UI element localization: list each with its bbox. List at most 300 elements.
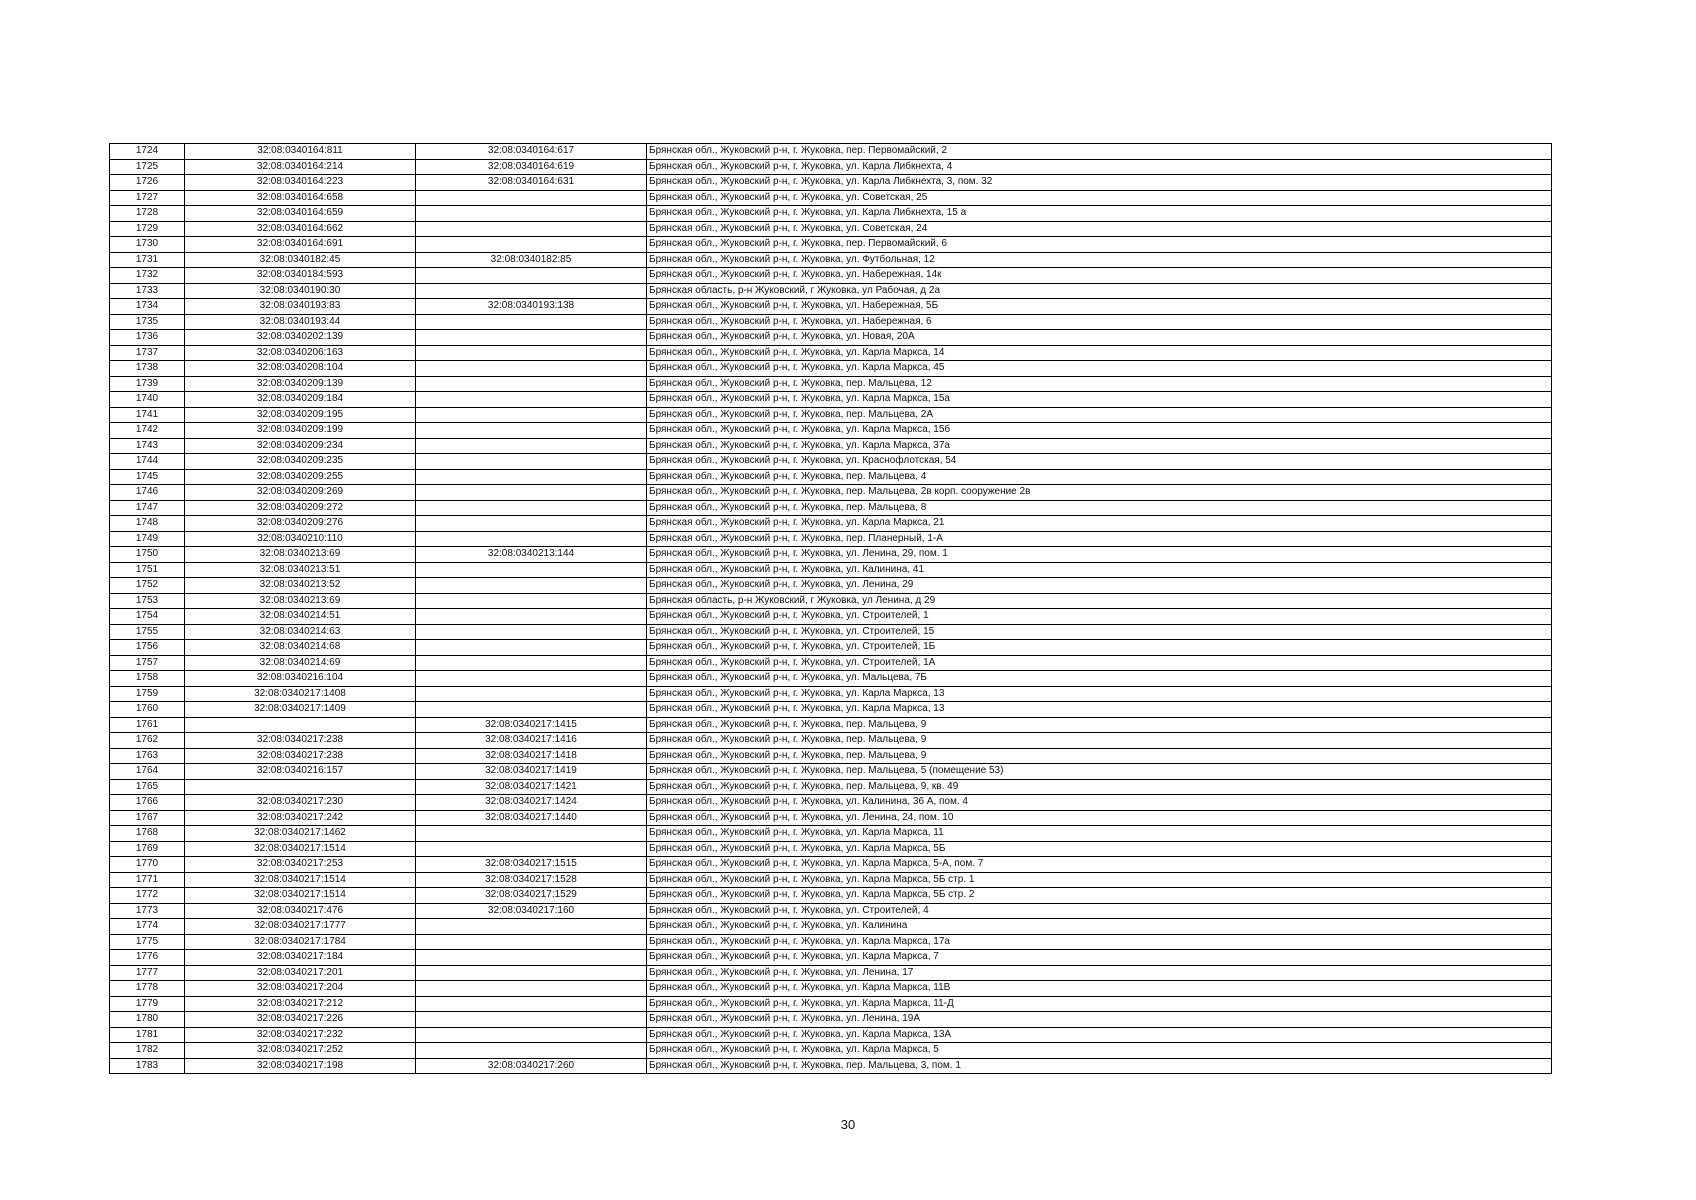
address-cell: Брянская обл., Жуковский р-н, г. Жуковка, пер. Мальцева, 5 (помещение 53) bbox=[647, 764, 1552, 780]
table-row bbox=[110, 485, 1552, 501]
row-number-cell: 1753 bbox=[110, 593, 185, 609]
related-cadastral-number-cell: 32:08:0340217:160 bbox=[416, 903, 647, 919]
cadastral-number-cell: 32:08:0340213:51 bbox=[185, 562, 416, 578]
row-number-cell: 1778 bbox=[110, 981, 185, 997]
cadastral-number-cell bbox=[185, 717, 416, 733]
address-cell: Брянская обл., Жуковский р-н, г. Жуковка, ул. Карла Либкнехта, 4 bbox=[647, 159, 1552, 175]
cadastral-number-cell: 32:08:0340184:593 bbox=[185, 268, 416, 284]
address-cell: Брянская обл., Жуковский р-н, г. Жуковка, ул. Карла Маркса, 11В bbox=[647, 981, 1552, 997]
cadastral-number-cell: 32:08:0340164:214 bbox=[185, 159, 416, 175]
row-number-cell: 1767 bbox=[110, 810, 185, 826]
address-cell: Брянская обл., Жуковский р-н, г. Жуковка, ул. Карла Маркса, 13 bbox=[647, 702, 1552, 718]
row-number-cell: 1730 bbox=[110, 237, 185, 253]
row-number-cell: 1735 bbox=[110, 314, 185, 330]
address-cell: Брянская обл., Жуковский р-н, г. Жуковка, ул. Набережная, 6 bbox=[647, 314, 1552, 330]
related-cadastral-number-cell bbox=[416, 485, 647, 501]
row-number-cell: 1732 bbox=[110, 268, 185, 284]
row-number-cell: 1760 bbox=[110, 702, 185, 718]
row-number-cell: 1774 bbox=[110, 919, 185, 935]
address-cell: Брянская обл., Жуковский р-н, г. Жуковка, ул. Строителей, 1 bbox=[647, 609, 1552, 625]
address-cell: Брянская обл., Жуковский р-н, г. Жуковка, пер. Мальцева, 2А bbox=[647, 407, 1552, 423]
cadastral-number-cell: 32:08:0340206:163 bbox=[185, 345, 416, 361]
row-number-cell: 1726 bbox=[110, 175, 185, 191]
table-row bbox=[110, 686, 1552, 702]
related-cadastral-number-cell bbox=[416, 609, 647, 625]
related-cadastral-number-cell: 32:08:0340193:138 bbox=[416, 299, 647, 315]
address-cell: Брянская обл., Жуковский р-н, г. Жуковка, ул. Карла Маркса, 5Б стр. 1 bbox=[647, 872, 1552, 888]
table-row bbox=[110, 252, 1552, 268]
row-number-cell: 1736 bbox=[110, 330, 185, 346]
table-row bbox=[110, 996, 1552, 1012]
related-cadastral-number-cell bbox=[416, 1027, 647, 1043]
row-number-cell: 1727 bbox=[110, 190, 185, 206]
row-number-cell: 1777 bbox=[110, 965, 185, 981]
related-cadastral-number-cell bbox=[416, 237, 647, 253]
table-row bbox=[110, 826, 1552, 842]
address-cell: Брянская обл., Жуковский р-н, г. Жуковка, ул. Карла Либкнехта, 3, пом. 32 bbox=[647, 175, 1552, 191]
cadastral-number-cell: 32:08:0340164:223 bbox=[185, 175, 416, 191]
related-cadastral-number-cell: 32:08:0340217:1415 bbox=[416, 717, 647, 733]
address-cell: Брянская обл., Жуковский р-н, г. Жуковка, ул. Строителей, 15 bbox=[647, 624, 1552, 640]
cadastral-number-cell: 32:08:0340217:242 bbox=[185, 810, 416, 826]
related-cadastral-number-cell bbox=[416, 624, 647, 640]
related-cadastral-number-cell bbox=[416, 361, 647, 377]
table-row bbox=[110, 330, 1552, 346]
table-row bbox=[110, 1043, 1552, 1059]
address-cell: Брянская обл., Жуковский р-н, г. Жуковка, ул. Карла Маркса, 7 bbox=[647, 950, 1552, 966]
table-row bbox=[110, 547, 1552, 563]
cadastral-number-cell: 32:08:0340164:659 bbox=[185, 206, 416, 222]
row-number-cell: 1750 bbox=[110, 547, 185, 563]
table-row bbox=[110, 454, 1552, 470]
cadastral-number-cell: 32:08:0340214:68 bbox=[185, 640, 416, 656]
table-row bbox=[110, 407, 1552, 423]
address-cell: Брянская обл., Жуковский р-н, г. Жуковка, ул. Краснофлотская, 54 bbox=[647, 454, 1552, 470]
row-number-cell: 1764 bbox=[110, 764, 185, 780]
row-number-cell: 1773 bbox=[110, 903, 185, 919]
cadastral-number-cell: 32:08:0340209:139 bbox=[185, 376, 416, 392]
address-cell: Брянская обл., Жуковский р-н, г. Жуковка, ул. Ленина, 24, пом. 10 bbox=[647, 810, 1552, 826]
registry-table-body bbox=[110, 144, 1552, 1074]
cadastral-number-cell: 32:08:0340213:69 bbox=[185, 547, 416, 563]
address-cell: Брянская обл., Жуковский р-н, г. Жуковка, ул. Карла Маркса, 13 bbox=[647, 686, 1552, 702]
cadastral-number-cell: 32:08:0340217:1784 bbox=[185, 934, 416, 950]
address-cell: Брянская обл., Жуковский р-н, г. Жуковка, ул. Карла Маркса, 11-Д bbox=[647, 996, 1552, 1012]
row-number-cell: 1749 bbox=[110, 531, 185, 547]
row-number-cell: 1759 bbox=[110, 686, 185, 702]
address-cell: Брянская обл., Жуковский р-н, г. Жуковка, пер. Мальцева, 12 bbox=[647, 376, 1552, 392]
table-row bbox=[110, 144, 1552, 160]
row-number-cell: 1762 bbox=[110, 733, 185, 749]
related-cadastral-number-cell bbox=[416, 268, 647, 284]
related-cadastral-number-cell bbox=[416, 206, 647, 222]
related-cadastral-number-cell: 32:08:0340217:1515 bbox=[416, 857, 647, 873]
row-number-cell: 1741 bbox=[110, 407, 185, 423]
related-cadastral-number-cell bbox=[416, 438, 647, 454]
row-number-cell: 1758 bbox=[110, 671, 185, 687]
row-number-cell: 1771 bbox=[110, 872, 185, 888]
table-row bbox=[110, 950, 1552, 966]
cadastral-number-cell: 32:08:0340209:184 bbox=[185, 392, 416, 408]
address-cell: Брянская обл., Жуковский р-н, г. Жуковка, ул. Ленина, 29, пом. 1 bbox=[647, 547, 1552, 563]
related-cadastral-number-cell bbox=[416, 671, 647, 687]
table-row bbox=[110, 640, 1552, 656]
address-cell: Брянская обл., Жуковский р-н, г. Жуковка, ул. Строителей, 1А bbox=[647, 655, 1552, 671]
table-row bbox=[110, 593, 1552, 609]
related-cadastral-number-cell: 32:08:0340217:1419 bbox=[416, 764, 647, 780]
address-cell: Брянская обл., Жуковский р-н, г. Жуковка, ул. Ленина, 19А bbox=[647, 1012, 1552, 1028]
table-row bbox=[110, 299, 1552, 315]
address-cell: Брянская обл., Жуковский р-н, г. Жуковка, ул. Калинина, 41 bbox=[647, 562, 1552, 578]
registry-table bbox=[109, 143, 1552, 1074]
page-number: 30 bbox=[840, 1117, 856, 1132]
related-cadastral-number-cell bbox=[416, 965, 647, 981]
related-cadastral-number-cell: 32:08:0340213:144 bbox=[416, 547, 647, 563]
cadastral-number-cell: 32:08:0340209:235 bbox=[185, 454, 416, 470]
cadastral-number-cell: 32:08:0340217:238 bbox=[185, 748, 416, 764]
cadastral-number-cell: 32:08:0340209:276 bbox=[185, 516, 416, 532]
table-row bbox=[110, 981, 1552, 997]
related-cadastral-number-cell bbox=[416, 686, 647, 702]
address-cell: Брянская обл., Жуковский р-н, г. Жуковка, ул. Мальцева, 7Б bbox=[647, 671, 1552, 687]
table-row bbox=[110, 857, 1552, 873]
related-cadastral-number-cell bbox=[416, 919, 647, 935]
table-row bbox=[110, 671, 1552, 687]
table-row bbox=[110, 175, 1552, 191]
row-number-cell: 1765 bbox=[110, 779, 185, 795]
related-cadastral-number-cell bbox=[416, 469, 647, 485]
table-row bbox=[110, 376, 1552, 392]
related-cadastral-number-cell bbox=[416, 950, 647, 966]
cadastral-number-cell: 32:08:0340217:232 bbox=[185, 1027, 416, 1043]
table-row bbox=[110, 609, 1552, 625]
table-row bbox=[110, 438, 1552, 454]
address-cell: Брянская область, р-н Жуковский, г Жуковка, ул Ленина, д 29 bbox=[647, 593, 1552, 609]
row-number-cell: 1772 bbox=[110, 888, 185, 904]
address-cell: Брянская обл., Жуковский р-н, г. Жуковка, ул. Карла Маркса, 5 bbox=[647, 1043, 1552, 1059]
table-row bbox=[110, 531, 1552, 547]
table-row bbox=[110, 888, 1552, 904]
address-cell: Брянская обл., Жуковский р-н, г. Жуковка, пер. Мальцева, 9, кв. 49 bbox=[647, 779, 1552, 795]
row-number-cell: 1742 bbox=[110, 423, 185, 439]
row-number-cell: 1738 bbox=[110, 361, 185, 377]
row-number-cell: 1781 bbox=[110, 1027, 185, 1043]
table-row bbox=[110, 903, 1552, 919]
address-cell: Брянская обл., Жуковский р-н, г. Жуковка, пер. Планерный, 1-А bbox=[647, 531, 1552, 547]
row-number-cell: 1763 bbox=[110, 748, 185, 764]
related-cadastral-number-cell bbox=[416, 934, 647, 950]
related-cadastral-number-cell bbox=[416, 531, 647, 547]
cadastral-number-cell bbox=[185, 779, 416, 795]
cadastral-number-cell: 32:08:0340214:51 bbox=[185, 609, 416, 625]
row-number-cell: 1761 bbox=[110, 717, 185, 733]
address-cell: Брянская обл., Жуковский р-н, г. Жуковка, ул. Советская, 24 bbox=[647, 221, 1552, 237]
related-cadastral-number-cell bbox=[416, 190, 647, 206]
table-row bbox=[110, 764, 1552, 780]
address-cell: Брянская обл., Жуковский р-н, г. Жуковка, ул. Карла Маркса, 17а bbox=[647, 934, 1552, 950]
table-row bbox=[110, 392, 1552, 408]
row-number-cell: 1775 bbox=[110, 934, 185, 950]
table-row bbox=[110, 919, 1552, 935]
address-cell: Брянская обл., Жуковский р-н, г. Жуковка, ул. Карла Маркса, 15б bbox=[647, 423, 1552, 439]
row-number-cell: 1739 bbox=[110, 376, 185, 392]
table-row bbox=[110, 361, 1552, 377]
address-cell: Брянская обл., Жуковский р-н, г. Жуковка, ул. Калинина, 36 А, пом. 4 bbox=[647, 795, 1552, 811]
row-number-cell: 1737 bbox=[110, 345, 185, 361]
address-cell: Брянская обл., Жуковский р-н, г. Жуковка, ул. Карла Маркса, 5-А, пом. 7 bbox=[647, 857, 1552, 873]
row-number-cell: 1744 bbox=[110, 454, 185, 470]
cadastral-number-cell: 32:08:0340217:238 bbox=[185, 733, 416, 749]
row-number-cell: 1776 bbox=[110, 950, 185, 966]
cadastral-number-cell: 32:08:0340217:1514 bbox=[185, 872, 416, 888]
cadastral-number-cell: 32:08:0340216:104 bbox=[185, 671, 416, 687]
cadastral-number-cell: 32:08:0340217:1462 bbox=[185, 826, 416, 842]
row-number-cell: 1757 bbox=[110, 655, 185, 671]
table-row bbox=[110, 314, 1552, 330]
table-row bbox=[110, 702, 1552, 718]
related-cadastral-number-cell: 32:08:0340217:1421 bbox=[416, 779, 647, 795]
address-cell: Брянская обл., Жуковский р-н, г. Жуковка, ул. Карла Либкнехта, 15 а bbox=[647, 206, 1552, 222]
address-cell: Брянская обл., Жуковский р-н, г. Жуковка, ул. Карла Маркса, 14 bbox=[647, 345, 1552, 361]
address-cell: Брянская обл., Жуковский р-н, г. Жуковка, ул. Калинина bbox=[647, 919, 1552, 935]
related-cadastral-number-cell bbox=[416, 314, 647, 330]
address-cell: Брянская обл., Жуковский р-н, г. Жуковка, пер. Первомайский, 6 bbox=[647, 237, 1552, 253]
row-number-cell: 1728 bbox=[110, 206, 185, 222]
table-row bbox=[110, 221, 1552, 237]
cadastral-number-cell: 32:08:0340214:63 bbox=[185, 624, 416, 640]
table-row bbox=[110, 810, 1552, 826]
table-row bbox=[110, 578, 1552, 594]
cadastral-number-cell: 32:08:0340182:45 bbox=[185, 252, 416, 268]
row-number-cell: 1769 bbox=[110, 841, 185, 857]
related-cadastral-number-cell bbox=[416, 454, 647, 470]
related-cadastral-number-cell: 32:08:0340217:1528 bbox=[416, 872, 647, 888]
table-row bbox=[110, 469, 1552, 485]
row-number-cell: 1733 bbox=[110, 283, 185, 299]
table-row bbox=[110, 872, 1552, 888]
cadastral-number-cell: 32:08:0340217:212 bbox=[185, 996, 416, 1012]
row-number-cell: 1768 bbox=[110, 826, 185, 842]
row-number-cell: 1734 bbox=[110, 299, 185, 315]
related-cadastral-number-cell: 32:08:0340164:617 bbox=[416, 144, 647, 160]
cadastral-number-cell: 32:08:0340209:234 bbox=[185, 438, 416, 454]
cadastral-number-cell: 32:08:0340208:104 bbox=[185, 361, 416, 377]
related-cadastral-number-cell bbox=[416, 981, 647, 997]
table-row bbox=[110, 748, 1552, 764]
row-number-cell: 1752 bbox=[110, 578, 185, 594]
address-cell: Брянская обл., Жуковский р-н, г. Жуковка, пер. Мальцева, 3, пом. 1 bbox=[647, 1058, 1552, 1074]
table-row bbox=[110, 423, 1552, 439]
cadastral-number-cell: 32:08:0340164:658 bbox=[185, 190, 416, 206]
cadastral-number-cell: 32:08:0340217:198 bbox=[185, 1058, 416, 1074]
related-cadastral-number-cell: 32:08:0340217:1418 bbox=[416, 748, 647, 764]
table-row bbox=[110, 841, 1552, 857]
address-cell: Брянская обл., Жуковский р-н, г. Жуковка, ул. Набережная, 14к bbox=[647, 268, 1552, 284]
row-number-cell: 1754 bbox=[110, 609, 185, 625]
address-cell: Брянская обл., Жуковский р-н, г. Жуковка, ул. Строителей, 1Б bbox=[647, 640, 1552, 656]
address-cell: Брянская обл., Жуковский р-н, г. Жуковка, ул. Ленина, 29 bbox=[647, 578, 1552, 594]
related-cadastral-number-cell: 32:08:0340217:260 bbox=[416, 1058, 647, 1074]
cadastral-number-cell: 32:08:0340217:252 bbox=[185, 1043, 416, 1059]
address-cell: Брянская обл., Жуковский р-н, г. Жуковка, пер. Мальцева, 8 bbox=[647, 500, 1552, 516]
related-cadastral-number-cell bbox=[416, 562, 647, 578]
related-cadastral-number-cell bbox=[416, 826, 647, 842]
cadastral-number-cell: 32:08:0340213:52 bbox=[185, 578, 416, 594]
related-cadastral-number-cell: 32:08:0340217:1529 bbox=[416, 888, 647, 904]
cadastral-number-cell: 32:08:0340214:69 bbox=[185, 655, 416, 671]
cadastral-number-cell: 32:08:0340217:1514 bbox=[185, 888, 416, 904]
related-cadastral-number-cell bbox=[416, 655, 647, 671]
row-number-cell: 1770 bbox=[110, 857, 185, 873]
cadastral-number-cell: 32:08:0340210:110 bbox=[185, 531, 416, 547]
row-number-cell: 1724 bbox=[110, 144, 185, 160]
row-number-cell: 1743 bbox=[110, 438, 185, 454]
address-cell: Брянская обл., Жуковский р-н, г. Жуковка, ул. Строителей, 4 bbox=[647, 903, 1552, 919]
cadastral-number-cell: 32:08:0340217:253 bbox=[185, 857, 416, 873]
table-row bbox=[110, 190, 1552, 206]
cadastral-number-cell: 32:08:0340209:195 bbox=[185, 407, 416, 423]
table-row bbox=[110, 934, 1552, 950]
address-cell: Брянская обл., Жуковский р-н, г. Жуковка, ул. Карла Маркса, 45 bbox=[647, 361, 1552, 377]
cadastral-number-cell: 32:08:0340217:1777 bbox=[185, 919, 416, 935]
row-number-cell: 1747 bbox=[110, 500, 185, 516]
table-row bbox=[110, 562, 1552, 578]
address-cell: Брянская обл., Жуковский р-н, г. Жуковка, пер. Мальцева, 9 bbox=[647, 733, 1552, 749]
address-cell: Брянская обл., Жуковский р-н, г. Жуковка, ул. Карла Маркса, 5Б стр. 2 bbox=[647, 888, 1552, 904]
related-cadastral-number-cell: 32:08:0340217:1440 bbox=[416, 810, 647, 826]
related-cadastral-number-cell bbox=[416, 1012, 647, 1028]
table-row bbox=[110, 655, 1552, 671]
cadastral-number-cell: 32:08:0340217:201 bbox=[185, 965, 416, 981]
address-cell: Брянская обл., Жуковский р-н, г. Жуковка, ул. Советская, 25 bbox=[647, 190, 1552, 206]
row-number-cell: 1729 bbox=[110, 221, 185, 237]
cadastral-number-cell: 32:08:0340202:139 bbox=[185, 330, 416, 346]
table-row bbox=[110, 516, 1552, 532]
cadastral-number-cell: 32:08:0340217:476 bbox=[185, 903, 416, 919]
cadastral-number-cell: 32:08:0340217:226 bbox=[185, 1012, 416, 1028]
table-row bbox=[110, 795, 1552, 811]
cadastral-number-cell: 32:08:0340216:157 bbox=[185, 764, 416, 780]
row-number-cell: 1780 bbox=[110, 1012, 185, 1028]
cadastral-number-cell: 32:08:0340164:811 bbox=[185, 144, 416, 160]
row-number-cell: 1746 bbox=[110, 485, 185, 501]
cadastral-number-cell: 32:08:0340164:662 bbox=[185, 221, 416, 237]
address-cell: Брянская обл., Жуковский р-н, г. Жуковка, ул. Карла Маркса, 11 bbox=[647, 826, 1552, 842]
related-cadastral-number-cell bbox=[416, 1043, 647, 1059]
table-row bbox=[110, 1012, 1552, 1028]
cadastral-number-cell: 32:08:0340213:69 bbox=[185, 593, 416, 609]
cadastral-number-cell: 32:08:0340217:1514 bbox=[185, 841, 416, 857]
table-row bbox=[110, 965, 1552, 981]
cadastral-number-cell: 32:08:0340209:272 bbox=[185, 500, 416, 516]
table-row bbox=[110, 345, 1552, 361]
cadastral-number-cell: 32:08:0340217:1408 bbox=[185, 686, 416, 702]
address-cell: Брянская обл., Жуковский р-н, г. Жуковка, ул. Набережная, 5Б bbox=[647, 299, 1552, 315]
address-cell: Брянская обл., Жуковский р-н, г. Жуковка, ул. Карла Маркса, 37а bbox=[647, 438, 1552, 454]
table-row bbox=[110, 717, 1552, 733]
table-row bbox=[110, 237, 1552, 253]
cadastral-number-cell: 32:08:0340209:199 bbox=[185, 423, 416, 439]
cadastral-number-cell: 32:08:0340164:691 bbox=[185, 237, 416, 253]
related-cadastral-number-cell: 32:08:0340164:619 bbox=[416, 159, 647, 175]
row-number-cell: 1783 bbox=[110, 1058, 185, 1074]
related-cadastral-number-cell bbox=[416, 593, 647, 609]
related-cadastral-number-cell bbox=[416, 996, 647, 1012]
table-row bbox=[110, 624, 1552, 640]
related-cadastral-number-cell bbox=[416, 423, 647, 439]
address-cell: Брянская обл., Жуковский р-н, г. Жуковка, ул. Карла Маркса, 15а bbox=[647, 392, 1552, 408]
row-number-cell: 1731 bbox=[110, 252, 185, 268]
row-number-cell: 1779 bbox=[110, 996, 185, 1012]
cadastral-number-cell: 32:08:0340217:204 bbox=[185, 981, 416, 997]
table-row bbox=[110, 268, 1552, 284]
address-cell: Брянская обл., Жуковский р-н, г. Жуковка, пер. Мальцева, 9 bbox=[647, 717, 1552, 733]
related-cadastral-number-cell bbox=[416, 500, 647, 516]
table-row bbox=[110, 159, 1552, 175]
related-cadastral-number-cell bbox=[416, 345, 647, 361]
related-cadastral-number-cell bbox=[416, 516, 647, 532]
cadastral-number-cell: 32:08:0340193:83 bbox=[185, 299, 416, 315]
related-cadastral-number-cell bbox=[416, 283, 647, 299]
address-cell: Брянская обл., Жуковский р-н, г. Жуковка, пер. Мальцева, 2в корп. сооружение 2в bbox=[647, 485, 1552, 501]
row-number-cell: 1745 bbox=[110, 469, 185, 485]
related-cadastral-number-cell bbox=[416, 330, 647, 346]
related-cadastral-number-cell bbox=[416, 407, 647, 423]
row-number-cell: 1755 bbox=[110, 624, 185, 640]
table-row bbox=[110, 733, 1552, 749]
row-number-cell: 1751 bbox=[110, 562, 185, 578]
row-number-cell: 1740 bbox=[110, 392, 185, 408]
related-cadastral-number-cell: 32:08:0340217:1416 bbox=[416, 733, 647, 749]
address-cell: Брянская обл., Жуковский р-н, г. Жуковка, ул. Карла Маркса, 21 bbox=[647, 516, 1552, 532]
row-number-cell: 1756 bbox=[110, 640, 185, 656]
related-cadastral-number-cell: 32:08:0340182:85 bbox=[416, 252, 647, 268]
address-cell: Брянская обл., Жуковский р-н, г. Жуковка, ул. Новая, 20А bbox=[647, 330, 1552, 346]
address-cell: Брянская обл., Жуковский р-н, г. Жуковка, пер. Первомайский, 2 bbox=[647, 144, 1552, 160]
table-row bbox=[110, 779, 1552, 795]
address-cell: Брянская обл., Жуковский р-н, г. Жуковка, ул. Футбольная, 12 bbox=[647, 252, 1552, 268]
table-row bbox=[110, 283, 1552, 299]
cadastral-number-cell: 32:08:0340209:269 bbox=[185, 485, 416, 501]
row-number-cell: 1766 bbox=[110, 795, 185, 811]
cadastral-number-cell: 32:08:0340193:44 bbox=[185, 314, 416, 330]
table-row bbox=[110, 1058, 1552, 1074]
address-cell: Брянская обл., Жуковский р-н, г. Жуковка, пер. Мальцева, 4 bbox=[647, 469, 1552, 485]
address-cell: Брянская обл., Жуковский р-н, г. Жуковка, ул. Карла Маркса, 13А bbox=[647, 1027, 1552, 1043]
row-number-cell: 1782 bbox=[110, 1043, 185, 1059]
row-number-cell: 1725 bbox=[110, 159, 185, 175]
table-row bbox=[110, 500, 1552, 516]
cadastral-number-cell: 32:08:0340217:184 bbox=[185, 950, 416, 966]
related-cadastral-number-cell bbox=[416, 376, 647, 392]
cadastral-number-cell: 32:08:0340217:230 bbox=[185, 795, 416, 811]
address-cell: Брянская область, р-н Жуковский, г Жуковка, ул Рабочая, д 2а bbox=[647, 283, 1552, 299]
related-cadastral-number-cell bbox=[416, 392, 647, 408]
address-cell: Брянская обл., Жуковский р-н, г. Жуковка, ул. Карла Маркса, 5Б bbox=[647, 841, 1552, 857]
related-cadastral-number-cell bbox=[416, 702, 647, 718]
cadastral-number-cell: 32:08:0340190:30 bbox=[185, 283, 416, 299]
address-cell: Брянская обл., Жуковский р-н, г. Жуковка, пер. Мальцева, 9 bbox=[647, 748, 1552, 764]
cadastral-number-cell: 32:08:0340209:255 bbox=[185, 469, 416, 485]
cadastral-number-cell: 32:08:0340217:1409 bbox=[185, 702, 416, 718]
related-cadastral-number-cell bbox=[416, 221, 647, 237]
row-number-cell: 1748 bbox=[110, 516, 185, 532]
table-row bbox=[110, 1027, 1552, 1043]
table-row bbox=[110, 206, 1552, 222]
related-cadastral-number-cell bbox=[416, 841, 647, 857]
related-cadastral-number-cell bbox=[416, 640, 647, 656]
related-cadastral-number-cell: 32:08:0340217:1424 bbox=[416, 795, 647, 811]
